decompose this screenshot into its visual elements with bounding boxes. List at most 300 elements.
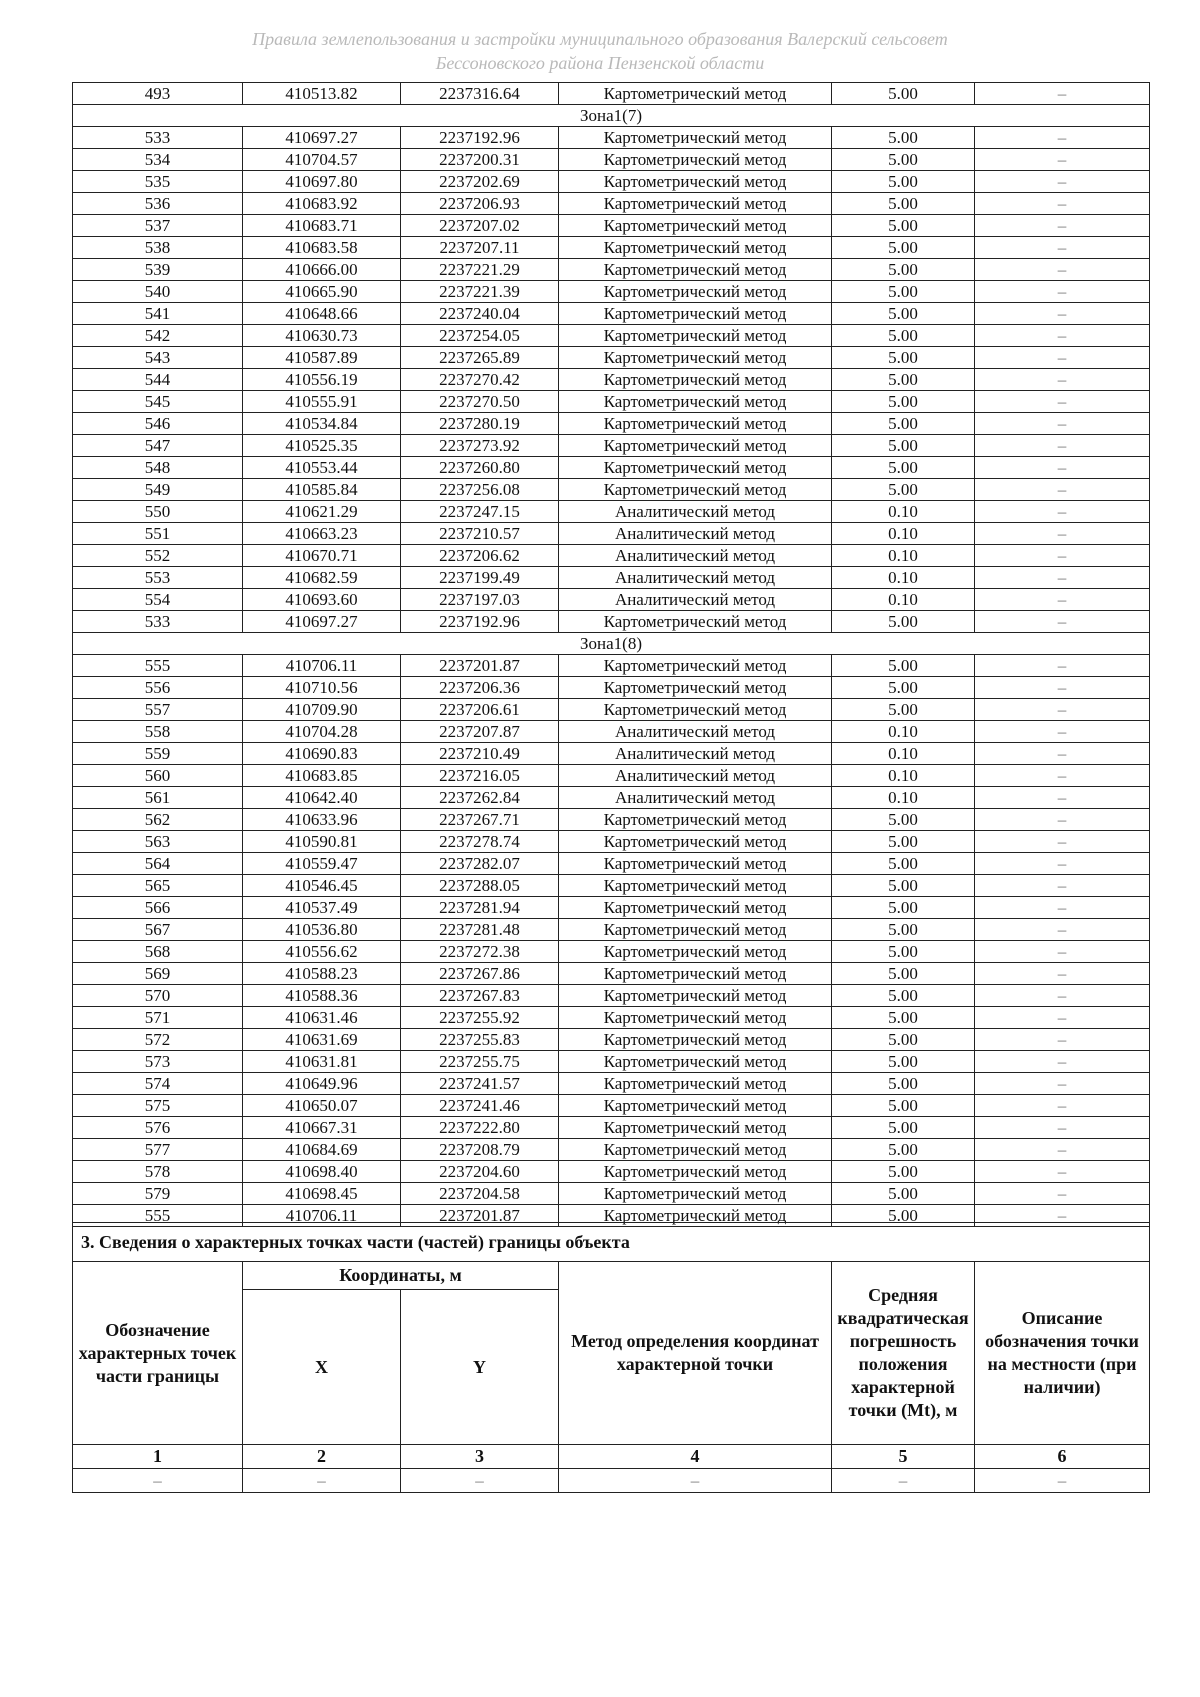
table-row: [73, 743, 1150, 765]
point-number-cell: 555: [73, 655, 243, 677]
method-cell: Картометрический метод: [559, 347, 832, 369]
table-row: [73, 369, 1150, 391]
x-coordinate-cell: 410555.91: [243, 391, 401, 413]
method-cell: Картометрический метод: [559, 875, 832, 897]
table-row: [73, 1051, 1150, 1073]
x-coordinate-cell: 410683.85: [243, 765, 401, 787]
point-number-cell: 551: [73, 523, 243, 545]
col-number: 6: [975, 1445, 1150, 1469]
description-cell: –: [975, 83, 1150, 105]
coordinates-table-body: [73, 83, 1150, 1227]
coordinates-table: [72, 82, 1150, 1227]
x-coordinate-cell: 410588.36: [243, 985, 401, 1007]
point-number-cell: 568: [73, 941, 243, 963]
x-coordinate-cell: 410631.46: [243, 1007, 401, 1029]
table-row: [73, 611, 1150, 633]
error-cell: 5.00: [832, 83, 975, 105]
method-cell: Картометрический метод: [559, 215, 832, 237]
point-number-cell: 565: [73, 875, 243, 897]
description-cell: –: [975, 1117, 1150, 1139]
table-row: [73, 83, 1150, 105]
y-coordinate-cell: 2237240.04: [401, 303, 559, 325]
table-row: [73, 303, 1150, 325]
x-coordinate-cell: 410667.31: [243, 1117, 401, 1139]
table-row: [73, 787, 1150, 809]
method-cell: Картометрический метод: [559, 149, 832, 171]
description-cell: –: [975, 413, 1150, 435]
y-coordinate-cell: 2237207.11: [401, 237, 559, 259]
error-cell: 5.00: [832, 985, 975, 1007]
method-cell: Картометрический метод: [559, 1073, 832, 1095]
y-coordinate-cell: 2237255.83: [401, 1029, 559, 1051]
method-cell: Картометрический метод: [559, 1183, 832, 1205]
y-coordinate-cell: 2237206.62: [401, 545, 559, 567]
method-cell: Картометрический метод: [559, 435, 832, 457]
x-coordinate-cell: 410663.23: [243, 523, 401, 545]
x-coordinate-cell: 410683.71: [243, 215, 401, 237]
method-cell: Картометрический метод: [559, 655, 832, 677]
description-cell: –: [975, 1183, 1150, 1205]
y-coordinate-cell: 2237216.05: [401, 765, 559, 787]
x-coordinate-cell: 410588.23: [243, 963, 401, 985]
error-cell: 0.10: [832, 567, 975, 589]
table-row: [73, 259, 1150, 281]
point-number-cell: 556: [73, 677, 243, 699]
point-number-cell: 553: [73, 567, 243, 589]
error-cell: 5.00: [832, 1007, 975, 1029]
table-row: [73, 545, 1150, 567]
table-row: [73, 941, 1150, 963]
table-row: [73, 655, 1150, 677]
description-cell: –: [975, 501, 1150, 523]
error-cell: 0.10: [832, 765, 975, 787]
empty-cell: –: [73, 1469, 243, 1493]
table-row: [73, 149, 1150, 171]
x-coordinate-cell: 410693.60: [243, 589, 401, 611]
description-cell: –: [975, 171, 1150, 193]
method-cell: Картометрический метод: [559, 677, 832, 699]
point-number-cell: 543: [73, 347, 243, 369]
x-coordinate-cell: 410587.89: [243, 347, 401, 369]
method-cell: Картометрический метод: [559, 1095, 832, 1117]
error-cell: 5.00: [832, 941, 975, 963]
point-number-cell: 555: [73, 1205, 243, 1227]
col-number: 2: [243, 1445, 401, 1469]
col-number: 3: [401, 1445, 559, 1469]
header-x: X: [243, 1290, 401, 1445]
x-coordinate-cell: 410537.49: [243, 897, 401, 919]
x-coordinate-cell: 410697.80: [243, 171, 401, 193]
description-cell: –: [975, 215, 1150, 237]
x-coordinate-cell: 410556.62: [243, 941, 401, 963]
col-number: 1: [73, 1445, 243, 1469]
method-cell: Картометрический метод: [559, 303, 832, 325]
y-coordinate-cell: 2237282.07: [401, 853, 559, 875]
table-row: [73, 1029, 1150, 1051]
x-coordinate-cell: 410698.40: [243, 1161, 401, 1183]
description-cell: –: [975, 611, 1150, 633]
y-coordinate-cell: 2237256.08: [401, 479, 559, 501]
point-number-cell: 546: [73, 413, 243, 435]
x-coordinate-cell: 410525.35: [243, 435, 401, 457]
y-coordinate-cell: 2237273.92: [401, 435, 559, 457]
y-coordinate-cell: 2237270.50: [401, 391, 559, 413]
x-coordinate-cell: 410697.27: [243, 127, 401, 149]
table-row: [73, 721, 1150, 743]
x-coordinate-cell: 410706.11: [243, 655, 401, 677]
table-row: [73, 347, 1150, 369]
method-cell: Картометрический метод: [559, 831, 832, 853]
y-coordinate-cell: 2237267.71: [401, 809, 559, 831]
x-coordinate-cell: 410621.29: [243, 501, 401, 523]
x-coordinate-cell: 410559.47: [243, 853, 401, 875]
header-error: Средняя квадратическая погрешность положения характерной точки (Mt), м: [832, 1262, 975, 1445]
x-coordinate-cell: 410633.96: [243, 809, 401, 831]
description-cell: –: [975, 743, 1150, 765]
table-row: [73, 985, 1150, 1007]
error-cell: 5.00: [832, 457, 975, 479]
x-coordinate-cell: 410642.40: [243, 787, 401, 809]
y-coordinate-cell: 2237192.96: [401, 611, 559, 633]
y-coordinate-cell: 2237255.75: [401, 1051, 559, 1073]
point-number-cell: 549: [73, 479, 243, 501]
description-cell: –: [975, 721, 1150, 743]
point-number-cell: 575: [73, 1095, 243, 1117]
y-coordinate-cell: 2237267.86: [401, 963, 559, 985]
table-row: [73, 567, 1150, 589]
method-cell: Картометрический метод: [559, 963, 832, 985]
description-cell: –: [975, 1095, 1150, 1117]
error-cell: 0.10: [832, 545, 975, 567]
header-method: Метод определения координат характерной точки: [559, 1262, 832, 1445]
error-cell: 5.00: [832, 831, 975, 853]
point-number-cell: 544: [73, 369, 243, 391]
point-number-cell: 493: [73, 83, 243, 105]
method-cell: Картометрический метод: [559, 699, 832, 721]
error-cell: 5.00: [832, 875, 975, 897]
error-cell: 0.10: [832, 721, 975, 743]
table-row: [73, 325, 1150, 347]
y-coordinate-cell: 2237241.46: [401, 1095, 559, 1117]
y-coordinate-cell: 2237262.84: [401, 787, 559, 809]
point-number-cell: 560: [73, 765, 243, 787]
header-coords: Координаты, м: [243, 1262, 559, 1290]
point-number-cell: 552: [73, 545, 243, 567]
point-number-cell: 567: [73, 919, 243, 941]
point-number-cell: 539: [73, 259, 243, 281]
table-row: [73, 1073, 1150, 1095]
point-number-cell: 562: [73, 809, 243, 831]
section3-number-row: [73, 1445, 1150, 1469]
zone-row: [73, 633, 1150, 655]
section3-title-row: [73, 1223, 1150, 1262]
description-cell: –: [975, 655, 1150, 677]
description-cell: –: [975, 1007, 1150, 1029]
point-number-cell: 559: [73, 743, 243, 765]
method-cell: Картометрический метод: [559, 1161, 832, 1183]
point-number-cell: 541: [73, 303, 243, 325]
method-cell: Картометрический метод: [559, 413, 832, 435]
point-number-cell: 533: [73, 611, 243, 633]
method-cell: Аналитический метод: [559, 765, 832, 787]
method-cell: Картометрический метод: [559, 1117, 832, 1139]
table-row: [73, 127, 1150, 149]
table-row: [73, 1117, 1150, 1139]
error-cell: 5.00: [832, 655, 975, 677]
error-cell: 5.00: [832, 193, 975, 215]
error-cell: 0.10: [832, 501, 975, 523]
table-row: [73, 523, 1150, 545]
method-cell: Картометрический метод: [559, 1007, 832, 1029]
error-cell: 5.00: [832, 237, 975, 259]
error-cell: 5.00: [832, 919, 975, 941]
error-cell: 5.00: [832, 677, 975, 699]
x-coordinate-cell: 410665.90: [243, 281, 401, 303]
header-point: Обозначение характерных точек части границы: [73, 1262, 243, 1445]
table-row: [73, 809, 1150, 831]
table-row: [73, 853, 1150, 875]
point-number-cell: 557: [73, 699, 243, 721]
empty-cell: –: [832, 1469, 975, 1493]
description-cell: –: [975, 127, 1150, 149]
y-coordinate-cell: 2237280.19: [401, 413, 559, 435]
page-header-line1: Правила землепользования и застройки муниципального образования Валерский сельсовет: [252, 29, 948, 49]
y-coordinate-cell: 2237204.60: [401, 1161, 559, 1183]
x-coordinate-cell: 410546.45: [243, 875, 401, 897]
description-cell: –: [975, 1161, 1150, 1183]
description-cell: –: [975, 853, 1150, 875]
x-coordinate-cell: 410556.19: [243, 369, 401, 391]
description-cell: –: [975, 787, 1150, 809]
error-cell: 5.00: [832, 1183, 975, 1205]
method-cell: Картометрический метод: [559, 897, 832, 919]
y-coordinate-cell: 2237207.02: [401, 215, 559, 237]
table-row: [73, 1095, 1150, 1117]
method-cell: Картометрический метод: [559, 259, 832, 281]
x-coordinate-cell: 410670.71: [243, 545, 401, 567]
y-coordinate-cell: 2237278.74: [401, 831, 559, 853]
x-coordinate-cell: 410649.96: [243, 1073, 401, 1095]
error-cell: 5.00: [832, 281, 975, 303]
method-cell: Аналитический метод: [559, 545, 832, 567]
table-row: [73, 963, 1150, 985]
method-cell: Аналитический метод: [559, 501, 832, 523]
method-cell: Аналитический метод: [559, 589, 832, 611]
table-row: [73, 875, 1150, 897]
table-row: [73, 589, 1150, 611]
description-cell: –: [975, 1205, 1150, 1227]
description-cell: –: [975, 677, 1150, 699]
y-coordinate-cell: 2237288.05: [401, 875, 559, 897]
description-cell: –: [975, 545, 1150, 567]
x-coordinate-cell: 410683.92: [243, 193, 401, 215]
error-cell: 5.00: [832, 1073, 975, 1095]
method-cell: Картометрический метод: [559, 391, 832, 413]
col-number: 4: [559, 1445, 832, 1469]
y-coordinate-cell: 2237200.31: [401, 149, 559, 171]
table-row: [73, 171, 1150, 193]
method-cell: Картометрический метод: [559, 1029, 832, 1051]
error-cell: 5.00: [832, 347, 975, 369]
table-row: [73, 215, 1150, 237]
point-number-cell: 579: [73, 1183, 243, 1205]
method-cell: Картометрический метод: [559, 919, 832, 941]
point-number-cell: 578: [73, 1161, 243, 1183]
y-coordinate-cell: 2237192.96: [401, 127, 559, 149]
y-coordinate-cell: 2237221.39: [401, 281, 559, 303]
method-cell: Картометрический метод: [559, 1051, 832, 1073]
error-cell: 0.10: [832, 787, 975, 809]
method-cell: Картометрический метод: [559, 171, 832, 193]
method-cell: Картометрический метод: [559, 853, 832, 875]
point-number-cell: 566: [73, 897, 243, 919]
description-cell: –: [975, 259, 1150, 281]
y-coordinate-cell: 2237270.42: [401, 369, 559, 391]
point-number-cell: 535: [73, 171, 243, 193]
point-number-cell: 538: [73, 237, 243, 259]
point-number-cell: 576: [73, 1117, 243, 1139]
point-number-cell: 574: [73, 1073, 243, 1095]
method-cell: Картометрический метод: [559, 127, 832, 149]
x-coordinate-cell: 410709.90: [243, 699, 401, 721]
zone-row: [73, 105, 1150, 127]
point-number-cell: 533: [73, 127, 243, 149]
x-coordinate-cell: 410684.69: [243, 1139, 401, 1161]
table-row: [73, 457, 1150, 479]
description-cell: –: [975, 1073, 1150, 1095]
description-cell: –: [975, 941, 1150, 963]
table-row: [73, 237, 1150, 259]
page-header-line2: Бессоновского района Пензенской области: [435, 53, 765, 73]
x-coordinate-cell: 410704.57: [243, 149, 401, 171]
description-cell: –: [975, 1029, 1150, 1051]
x-coordinate-cell: 410682.59: [243, 567, 401, 589]
method-cell: Аналитический метод: [559, 567, 832, 589]
description-cell: –: [975, 457, 1150, 479]
point-number-cell: 563: [73, 831, 243, 853]
error-cell: 0.10: [832, 523, 975, 545]
error-cell: 5.00: [832, 303, 975, 325]
description-cell: –: [975, 567, 1150, 589]
description-cell: –: [975, 479, 1150, 501]
y-coordinate-cell: 2237206.61: [401, 699, 559, 721]
method-cell: Картометрический метод: [559, 369, 832, 391]
y-coordinate-cell: 2237260.80: [401, 457, 559, 479]
error-cell: 5.00: [832, 325, 975, 347]
description-cell: –: [975, 765, 1150, 787]
error-cell: 5.00: [832, 171, 975, 193]
description-cell: –: [975, 1051, 1150, 1073]
x-coordinate-cell: 410666.00: [243, 259, 401, 281]
description-cell: –: [975, 919, 1150, 941]
header-desc: Описание обозначения точки на местности (при наличии): [975, 1262, 1150, 1445]
empty-cell: –: [559, 1469, 832, 1493]
header-y: Y: [401, 1290, 559, 1445]
error-cell: 5.00: [832, 1029, 975, 1051]
point-number-cell: 561: [73, 787, 243, 809]
x-coordinate-cell: 410698.45: [243, 1183, 401, 1205]
description-cell: –: [975, 303, 1150, 325]
x-coordinate-cell: 410706.11: [243, 1205, 401, 1227]
error-cell: 5.00: [832, 391, 975, 413]
error-cell: 5.00: [832, 479, 975, 501]
y-coordinate-cell: 2237272.38: [401, 941, 559, 963]
point-number-cell: 572: [73, 1029, 243, 1051]
y-coordinate-cell: 2237204.58: [401, 1183, 559, 1205]
section3-empty-row: [73, 1469, 1150, 1493]
description-cell: –: [975, 369, 1150, 391]
x-coordinate-cell: 410648.66: [243, 303, 401, 325]
empty-cell: –: [975, 1469, 1150, 1493]
error-cell: 5.00: [832, 413, 975, 435]
y-coordinate-cell: 2237222.80: [401, 1117, 559, 1139]
error-cell: 5.00: [832, 127, 975, 149]
error-cell: 5.00: [832, 435, 975, 457]
method-cell: Картометрический метод: [559, 83, 832, 105]
col-number: 5: [832, 1445, 975, 1469]
description-cell: –: [975, 589, 1150, 611]
point-number-cell: 536: [73, 193, 243, 215]
y-coordinate-cell: 2237201.87: [401, 655, 559, 677]
method-cell: Картометрический метод: [559, 325, 832, 347]
point-number-cell: 534: [73, 149, 243, 171]
method-cell: Картометрический метод: [559, 193, 832, 215]
table-row: [73, 1007, 1150, 1029]
x-coordinate-cell: 410697.27: [243, 611, 401, 633]
error-cell: 5.00: [832, 1205, 975, 1227]
zone-label: Зона1(8): [73, 633, 1150, 655]
x-coordinate-cell: 410690.83: [243, 743, 401, 765]
error-cell: 5.00: [832, 369, 975, 391]
point-number-cell: 542: [73, 325, 243, 347]
method-cell: Картометрический метод: [559, 1205, 832, 1227]
point-number-cell: 540: [73, 281, 243, 303]
description-cell: –: [975, 897, 1150, 919]
method-cell: Картометрический метод: [559, 281, 832, 303]
table-row: [73, 1139, 1150, 1161]
x-coordinate-cell: 410585.84: [243, 479, 401, 501]
y-coordinate-cell: 2237316.64: [401, 83, 559, 105]
x-coordinate-cell: 410513.82: [243, 83, 401, 105]
description-cell: –: [975, 1139, 1150, 1161]
y-coordinate-cell: 2237202.69: [401, 171, 559, 193]
error-cell: 5.00: [832, 809, 975, 831]
table-row: [73, 831, 1150, 853]
description-cell: –: [975, 699, 1150, 721]
y-coordinate-cell: 2237241.57: [401, 1073, 559, 1095]
description-cell: –: [975, 435, 1150, 457]
table-row: [73, 897, 1150, 919]
section3-title: 3. Сведения о характерных точках части (частей) границы объекта: [73, 1223, 1150, 1262]
error-cell: 5.00: [832, 149, 975, 171]
error-cell: 5.00: [832, 1095, 975, 1117]
error-cell: 5.00: [832, 897, 975, 919]
description-cell: –: [975, 347, 1150, 369]
description-cell: –: [975, 523, 1150, 545]
method-cell: Аналитический метод: [559, 787, 832, 809]
table-row: [73, 765, 1150, 787]
table-row: [73, 281, 1150, 303]
y-coordinate-cell: 2237199.49: [401, 567, 559, 589]
y-coordinate-cell: 2237247.15: [401, 501, 559, 523]
table-row: [73, 919, 1150, 941]
error-cell: 5.00: [832, 1161, 975, 1183]
table-row: [73, 479, 1150, 501]
point-number-cell: 570: [73, 985, 243, 1007]
section3-table: [72, 1222, 1150, 1493]
description-cell: –: [975, 149, 1150, 171]
y-coordinate-cell: 2237254.05: [401, 325, 559, 347]
